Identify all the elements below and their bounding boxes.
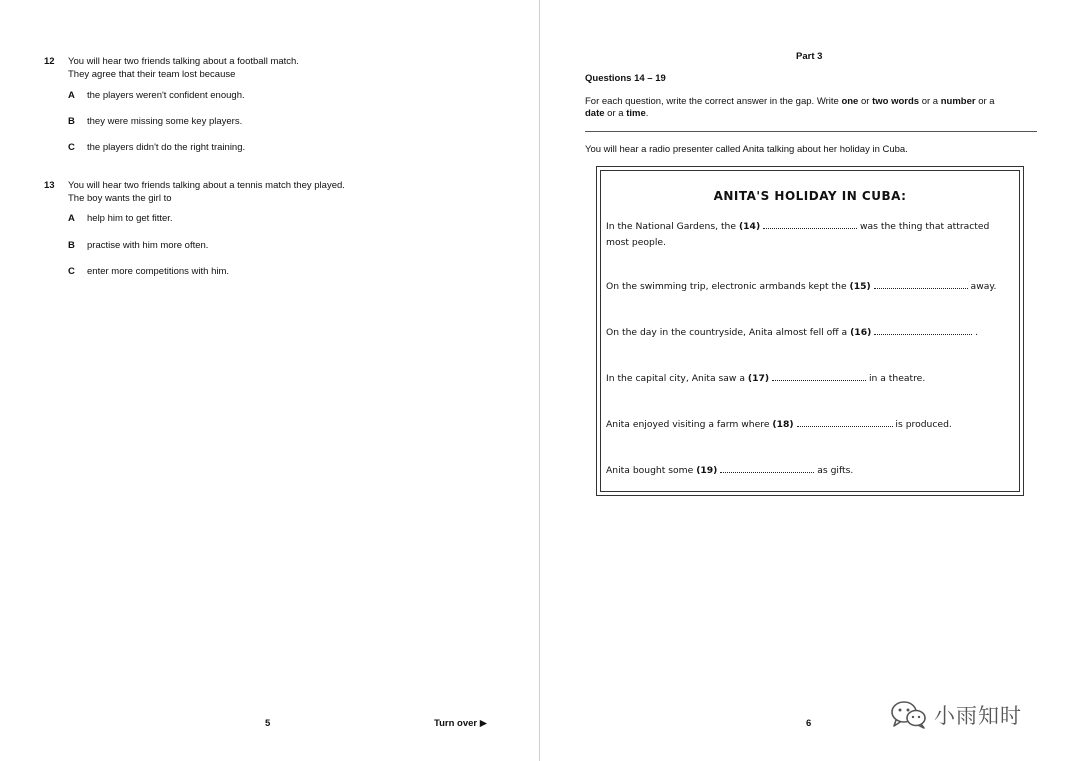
section-rule bbox=[585, 131, 1037, 132]
answer-gap-17[interactable] bbox=[772, 371, 866, 381]
page-number-left: 5 bbox=[265, 718, 271, 729]
q13-option-c-text: enter more competitions with him. bbox=[87, 266, 230, 277]
answer-gap-15[interactable] bbox=[874, 279, 968, 289]
answer-gap-14[interactable] bbox=[763, 219, 857, 229]
answer-gap-16[interactable] bbox=[874, 325, 972, 335]
watermark-text: 小雨知时 bbox=[934, 704, 1022, 728]
q13-option-b-text: practise with him more often. bbox=[87, 240, 209, 251]
gap-item-18: Anita enjoyed visiting a farm where (18) is produced. bbox=[606, 419, 952, 430]
q12-option-b-letter: B bbox=[68, 116, 75, 127]
gap-item-17: In the capital city, Anita saw a (17) in a theatre. bbox=[606, 373, 926, 384]
question-13-stem-line2: The boy wants the girl to bbox=[68, 193, 172, 204]
question-13-stem-line1: You will hear two friends talking about a tennis match they played. bbox=[68, 180, 345, 191]
questions-range: Questions 14 – 19 bbox=[585, 73, 666, 84]
page-number-right: 6 bbox=[806, 718, 812, 729]
q13-option-a-letter: A bbox=[68, 213, 75, 224]
question-12-stem-line2: They agree that their team lost because bbox=[68, 69, 236, 80]
question-12-stem-line1: You will hear two friends talking about a football match. bbox=[68, 56, 299, 67]
q12-option-a-text: the players weren't confident enough. bbox=[87, 90, 245, 101]
q13-option-b-letter: B bbox=[68, 240, 75, 251]
q12-option-c-letter: C bbox=[68, 142, 75, 153]
q12-option-b-text: they were missing some key players. bbox=[87, 116, 243, 127]
watermark bbox=[890, 700, 1022, 730]
gap-item-16: On the day in the countryside, Anita almost fell off a (16) . bbox=[606, 327, 979, 338]
notes-box-title: ANITA'S HOLIDAY IN CUBA: bbox=[713, 189, 907, 203]
instructions: For each question, write the correct answer in the gap. Write one or two words or a number or a date or a time. bbox=[585, 96, 995, 119]
q12-option-a-letter: A bbox=[68, 90, 75, 101]
notes-box-inner bbox=[600, 170, 1020, 492]
part-title: Part 3 bbox=[796, 51, 823, 62]
q13-option-c-letter: C bbox=[68, 266, 75, 277]
page-divider bbox=[539, 0, 540, 761]
q12-option-c-text: the players didn't do the right training. bbox=[87, 142, 246, 153]
gap-item-14: In the National Gardens, the (14) was the thing that attracted most people. bbox=[606, 221, 990, 248]
listening-intro: You will hear a radio presenter called Anita talking about her holiday in Cuba. bbox=[585, 144, 908, 155]
turn-over-label: Turn over ▶ bbox=[434, 718, 488, 729]
notes-box bbox=[596, 166, 1024, 496]
wechat-icon bbox=[890, 700, 928, 730]
answer-gap-19[interactable] bbox=[720, 463, 814, 473]
answer-gap-18[interactable] bbox=[797, 417, 893, 427]
question-12-number: 12 bbox=[44, 56, 55, 67]
question-13-number: 13 bbox=[44, 180, 55, 191]
gap-item-15: On the swimming trip, electronic armbands kept the (15) away. bbox=[606, 281, 997, 292]
q13-option-a-text: help him to get fitter. bbox=[87, 213, 173, 224]
gap-item-19: Anita bought some (19) as gifts. bbox=[606, 465, 854, 476]
